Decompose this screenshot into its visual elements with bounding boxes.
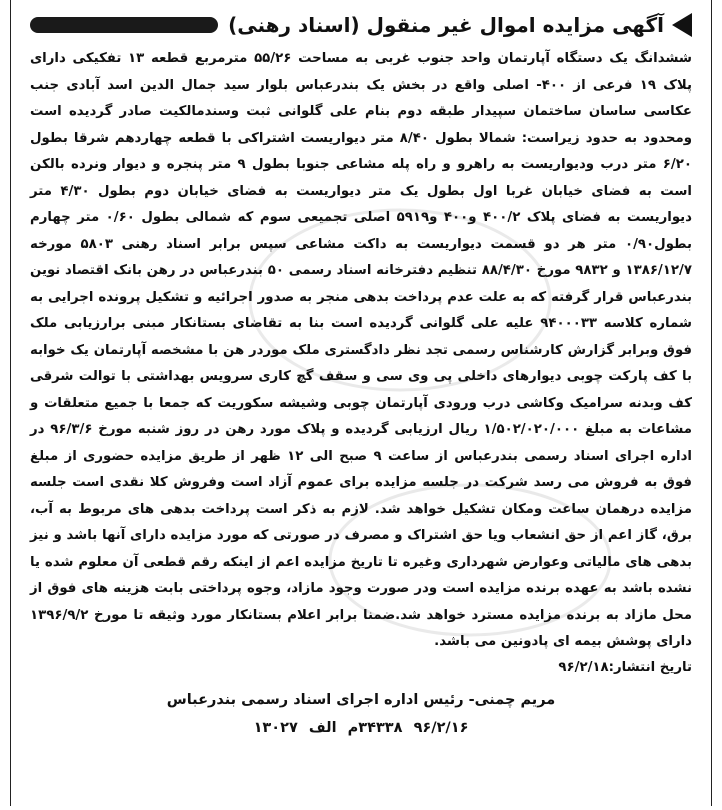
notice-body: ششدانگ یک دستگاه آپارتمان واحد جنوب غربی به مساحت ۵۵/۲۶ مترمربع قطعه ۱۳ تفکیکی دارای پلاک ۱۹ فرعی از ۴۰۰- اصلی واقع در بخش یک بندرعباس بلوار سید جمال الدین اسد آبادی جنب عکاسی ساسان ساختمان سپیدار طبقه دوم بنام علی گلوانی ثبت وسندمالکیت صادر گردیده است ومحدود به حدود زیراست: شمالا بطول ۸/۴۰ متر دیواریست اشتراکی با قطعه چهاردهم شرقا بطول ۶/۲۰ متر درب ودیواریست به راهرو و راه پله مشاعی جنوبا بطول ۹ متر پنجره و دیوار ونرده بالکن است به فضای خیابان غربا اول بطول یک متر دیواریست به فضای خیابان دوم بطول ۴/۳۰ متر دیواریست به فضای پلاک ۴۰۰/۲ و۴۰۰ و۵۹۱۹ اصلی تجمیعی سوم که شمالی بطول ۰/۶۰ متر چهارم بطول۰/۹۰ متر هر دو قسمت دیواریست به داکت مشاعی سپس برابر اسناد رهنی ۵۸۰۳ مورخه ۱۳۸۶/۱۲/۷ و ۹۸۳۲ مورخ ۸۸/۴/۳۰ تنظیم دفترخانه اسناد رسمی ۵۰ بندرعباس در رهن بانک اقتصاد نوین بندرعباس قرار گرفته که به علت عدم پرداخت بدهی منجر به صدور اجرائیه و تشکیل پرونده اجرایی به شماره کلاسه ۹۴۰۰۰۳۳ علیه علی گلوانی گردیده است بنا به تقاضای بستانکار مبنی برارزیابی ملک فوق وبرابر گزارش کارشناس رسمی تجد نظر دادگستری ملک موردر هن با مشخصه آپارتمان یک خوابه با کف پارکت چوبی دیوارهای داخلی پی وی سی و سقف گچ کاری سرویس بهداشتی با توالت شرقی کف وبدنه سرامیک وکاشی درب ورودی آپارتمان چوبی وشیشه سکوریت که جمعا با جمیع متعلقات و مشاعات به مبلغ ۱/۵۰۲/۰۲۰/۰۰۰ ریال ارزیابی گردیده و پلاک مورد رهن در روز شنبه مورخ ۹۶/۳/۶ در اداره اجرای اسناد رسمی بندرعباس از ساعت ۹ صبح الی ۱۲ ظهر از طریق مزایده حضوری از مبلغ فوق به فروش می رسد شرکت در جلسه مزایده برای عموم آزاد است وفروش کلا نقدی است جلسه مزایده درهمان ساعت ومکان تشکیل خواهد شد. لازم به ذکر است پرداخت بدهی های مربوط به آب، برق، گاز اعم از حق انشعاب ویا حق اشتراک و مصرف در صورتی که مورد مزایده دارای آنها باشد و نیز بدهی های مالیاتی وعوارض شهرداری وغیره تا تاریخ مزایده اعم از اینکه رقم قطعی آن معلوم شده یا نشده باشد به عهده برنده مزایده است ودر صورت وجود مازاد، وجوه پرداختی بابت هزینه های فوق از محل مازاد به برنده مزایده مسترد خواهد شد.ضمنا برابر اعلام بستانکار مورد وثیقه تا مورخ ۱۳۹۶/۹/۲ دارای پوشش بیمه ای پادونین می باشد. bbox=[30, 51, 693, 649]
title-arrow-icon bbox=[672, 13, 692, 37]
title-bar-decoration bbox=[30, 17, 218, 33]
notice-title: آگهی مزایده اموال غیر منقول (اسناد رهنی) bbox=[228, 13, 664, 37]
publish-date: تاریخ انتشار:۹۶/۲/۱۸ bbox=[558, 659, 692, 675]
signature: مریم چمنی- رئیس اداره اجرای اسناد رسمی بندرعباس bbox=[166, 691, 556, 708]
reference-number: ۹۶/۲/۱۶ ۳۴۳۳۸م الف ۱۳۰۲۷ bbox=[253, 719, 469, 736]
notice-header bbox=[30, 8, 692, 42]
notice bbox=[30, 8, 692, 742]
